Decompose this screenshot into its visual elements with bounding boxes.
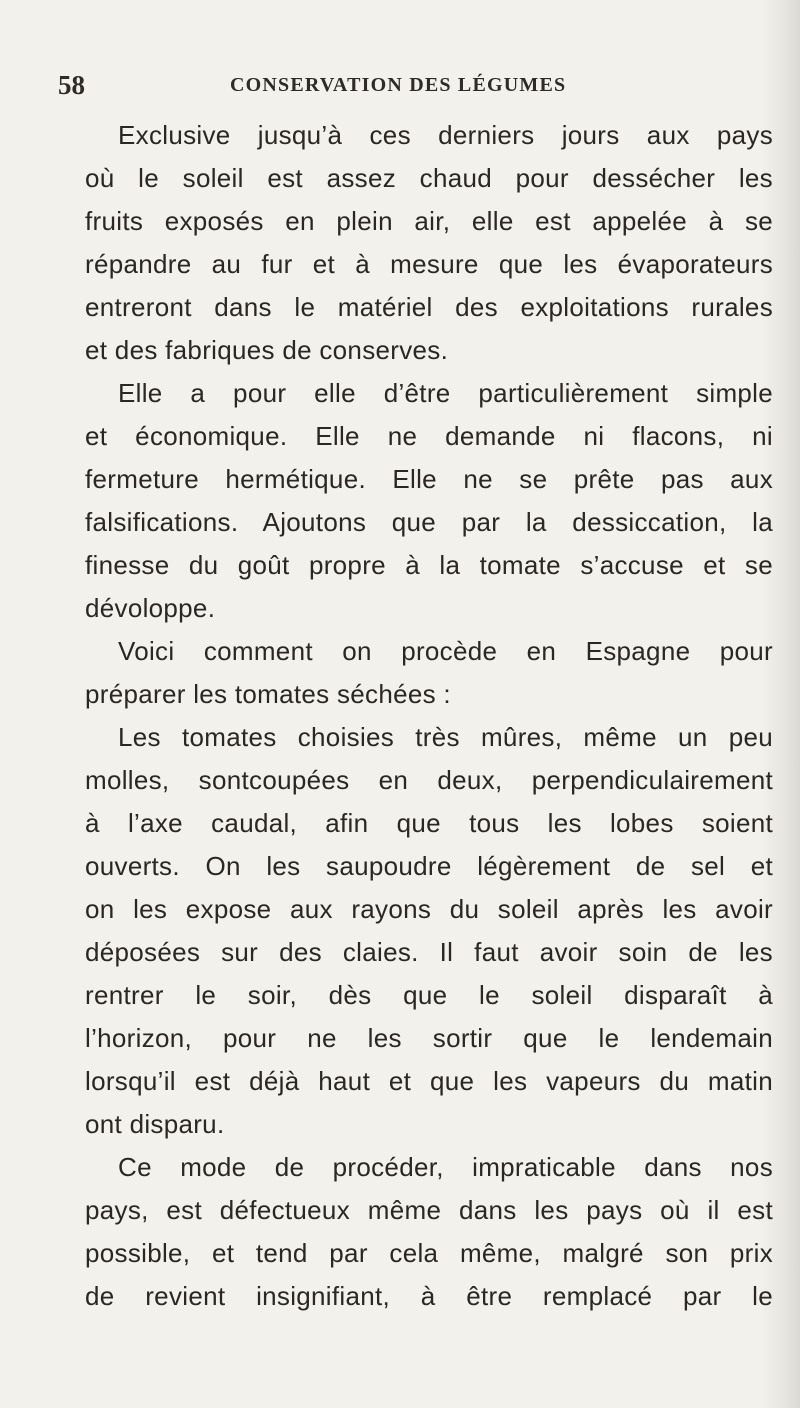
text-line: Elle a pour elle d’être particulièrement simple [118,378,773,408]
text-line: molles, sontcoupées en deux, perpendiculairement [85,765,773,795]
text-line: pays, est défectueux même dans les pays où il est [85,1195,773,1225]
text-line: entreront dans le matériel des exploitations rurales [85,292,773,322]
text-line: dévoloppe. [85,593,216,623]
body-text [85,114,773,1318]
text-line: fruits exposés en plein air, elle est appelée à se [85,206,773,236]
running-title: CONSERVATION DES LÉGUMES [230,74,567,96]
text-line: répandre au fur et à mesure que les évaporateurs [85,249,773,279]
text-line: de revient insignifiant, à être remplacé par le [85,1281,773,1311]
text-line: déposées sur des claies. Il faut avoir soin de les [85,937,773,967]
text-line: lorsqu’il est déjà haut et que les vapeurs du matin [85,1066,773,1096]
text-line: où le soleil est assez chaud pour dessécher les [85,163,773,193]
text-line: Les tomates choisies très mûres, même un peu [118,722,773,752]
text-line: Exclusive jusqu’à ces derniers jours aux pays [118,120,773,150]
text-line: à l’axe caudal, afin que tous les lobes soient [85,808,773,838]
text-line: Voici comment on procède en Espagne pour [118,636,773,666]
text-line: et des fabriques de conserves. [85,335,449,365]
text-line: Ce mode de procéder, impraticable dans nos [118,1152,773,1182]
text-line: ont disparu. [85,1109,225,1139]
text-line: possible, et tend par cela même, malgré son prix [85,1238,773,1268]
text-line: rentrer le soir, dès que le soleil disparaît à [85,980,773,1010]
text-line: l’horizon, pour ne les sortir que le lendemain [85,1023,773,1053]
text-line: on les expose aux rayons du soleil après les avoir [85,894,773,924]
text-line: fermeture hermétique. Elle ne se prête pas aux [85,464,773,494]
text-line: et économique. Elle ne demande ni flacons, ni [85,421,773,451]
page-header [58,70,758,104]
text-line: préparer les tomates séchées : [85,679,451,709]
text-line: falsifications. Ajoutons que par la dessiccation, la [85,507,773,537]
page-number: 58 [58,70,85,100]
text-line: ouverts. On les saupoudre légèrement de sel et [85,851,773,881]
text-line: finesse du goût propre à la tomate s’accuse et se [85,550,773,580]
